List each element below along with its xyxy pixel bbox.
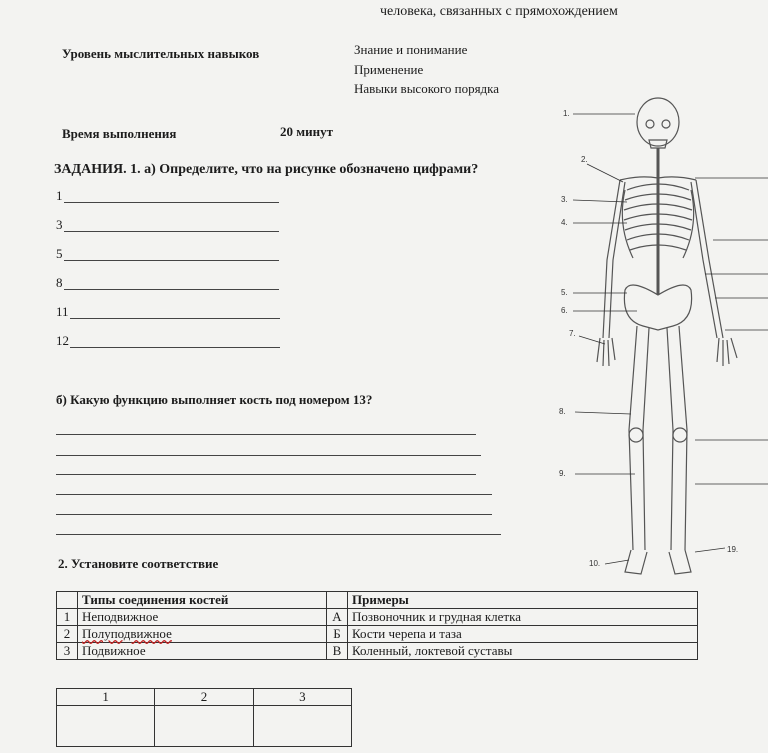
writing-line[interactable] [56, 514, 492, 515]
skeleton-diagram [545, 90, 768, 590]
answer-table: 1 2 3 [56, 688, 352, 747]
number-5: 5 [56, 246, 63, 261]
label-6: 6. [561, 306, 568, 315]
skill-knowledge: Знание и понимание [354, 42, 468, 57]
skill-application: Применение [354, 62, 424, 77]
label-19: 19. [727, 545, 739, 554]
label-8: 8. [559, 407, 566, 416]
label-2: 2. [581, 155, 588, 164]
answer-line-12[interactable] [70, 347, 280, 348]
table-row: 3 Подвижное В Коленный, локтевой суставы [57, 643, 698, 660]
number-1: 1 [56, 188, 63, 203]
writing-line[interactable] [56, 534, 501, 535]
writing-line[interactable] [56, 474, 476, 475]
table-row: 2 Полуподвижное Б Кости черепа и таза [57, 626, 698, 643]
examples-header: Примеры [348, 592, 698, 609]
writing-line[interactable] [56, 494, 492, 495]
topic-fragment: человека, связанных с прямохождением [380, 4, 618, 19]
writing-line[interactable] [56, 455, 481, 456]
writing-line[interactable] [56, 434, 476, 435]
answer-line-1[interactable] [64, 202, 279, 203]
time-value: 20 минут [280, 124, 333, 139]
number-3: 3 [56, 217, 63, 232]
label-9: 9. [559, 469, 566, 478]
question-b: б) Какую функцию выполняет кость под номером 13? [56, 392, 373, 407]
answer-cell-2[interactable] [155, 706, 253, 747]
answer-line-5[interactable] [64, 260, 279, 261]
matching-table [56, 591, 698, 660]
skill-higher: Навыки высокого порядка [354, 81, 500, 96]
label-10: 10. [589, 559, 601, 568]
types-header: Типы соединения костей [78, 592, 327, 609]
answer-cell-3[interactable] [253, 706, 351, 747]
task2-title: 2. Установите соответствие [58, 556, 219, 571]
label-3: 3. [561, 195, 568, 204]
task1-title: ЗАДАНИЯ. 1. а) Определите, что на рисунке обозначено цифрами? [54, 162, 479, 177]
skull-icon [637, 98, 679, 146]
skills-label: Уровень мыслительных навыков [62, 46, 260, 61]
answer-line-3[interactable] [64, 231, 279, 232]
label-7: 7. [569, 329, 576, 338]
number-8: 8 [56, 275, 63, 290]
answer-cell-1[interactable] [57, 706, 155, 747]
table-row: 1 Неподвижное А Позвоночник и грудная клетка [57, 609, 698, 626]
number-12: 12 [56, 333, 69, 348]
answer-line-8[interactable] [64, 289, 279, 290]
answer-line-11[interactable] [70, 318, 280, 319]
label-1: 1. [563, 109, 570, 118]
label-5: 5. [561, 288, 568, 297]
time-label: Время выполнения [62, 126, 177, 141]
label-4: 4. [561, 218, 568, 227]
number-11: 11 [56, 304, 69, 319]
